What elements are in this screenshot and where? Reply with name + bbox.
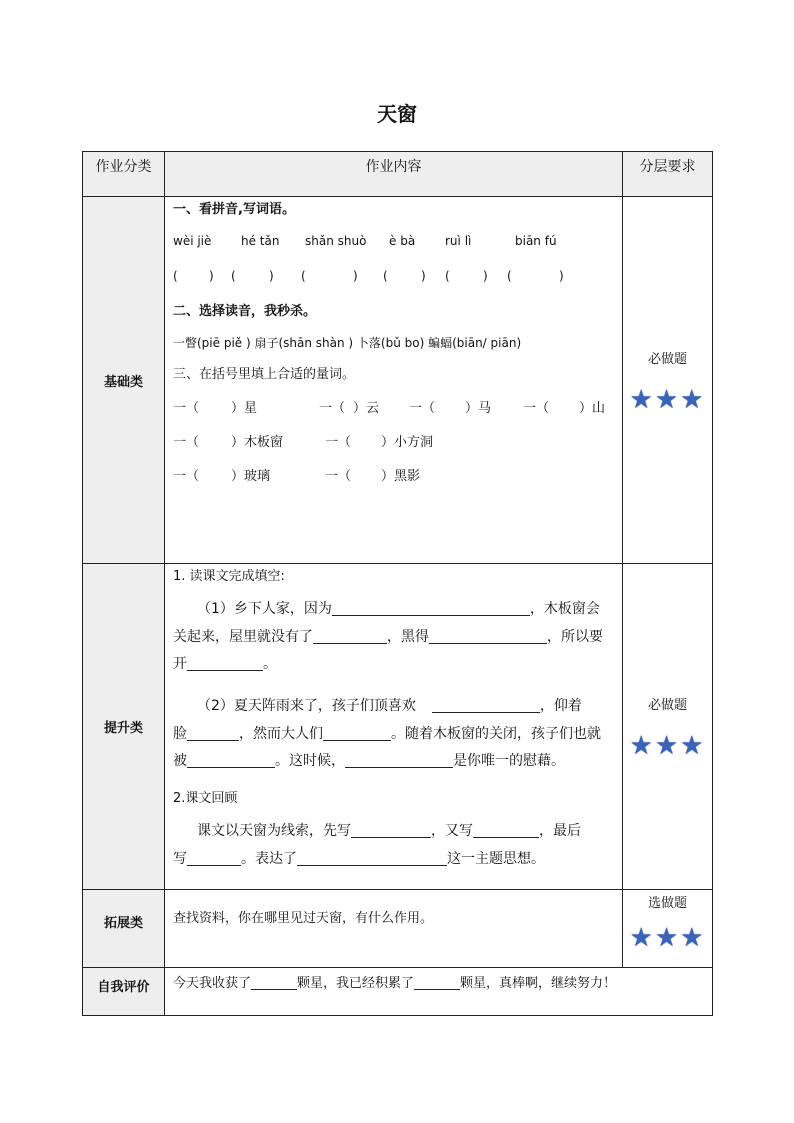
- header-content-cell: [165, 152, 623, 197]
- fill-text: （2）夏天阵雨来了，孩子们顶喜欢: [197, 697, 416, 714]
- bracket-open: (: [231, 268, 236, 283]
- fill-text: （1）乡下人家，因为: [197, 601, 332, 618]
- star-icon: ★: [629, 731, 655, 761]
- table-row: [83, 564, 713, 890]
- measure-noun: ）小方洞: [381, 435, 434, 451]
- fill-line: [173, 850, 616, 870]
- fill-text: 颗星，真棒啊，继续努力！: [460, 976, 617, 991]
- measure-noun: ）云: [353, 400, 380, 416]
- level-label: 必做题: [647, 698, 687, 713]
- question-3-title: 三、在括号里填上合适的量词。: [173, 366, 356, 382]
- pinyin-item: wèi jiè: [173, 234, 212, 249]
- measure-blank: 一（: [319, 400, 346, 416]
- fill-text: ，然而大人们: [239, 725, 323, 742]
- measure-blank: 一（: [325, 435, 352, 451]
- star-rating: [623, 925, 712, 951]
- answer-blank[interactable]: [187, 726, 239, 741]
- measure-blank: 一（: [409, 400, 436, 416]
- level-cell-advanced: [623, 564, 713, 890]
- answer-blank[interactable]: [323, 726, 391, 741]
- page-title: 天窗: [377, 102, 417, 126]
- star-icon: ★: [654, 384, 681, 415]
- fill-text: ，黑得: [387, 628, 429, 645]
- measure-noun: ）马: [465, 400, 492, 416]
- fill-text: 。这时候，: [275, 753, 345, 770]
- bracket-close: ): [269, 268, 274, 283]
- measure-noun: ）黑影: [381, 469, 421, 485]
- fill-text: ，仰着: [539, 697, 582, 714]
- fill-text: 。表达了: [241, 850, 297, 867]
- extension-task: 查找资料，你在哪里见过天窗，有什么作用。: [173, 911, 434, 926]
- fill-text: 今天我收获了: [173, 976, 252, 991]
- question-2-text: 一瞥(piē piě ) 扇子(shān shàn ) 卜落(bǔ bo) 蝙蝠(biān/ piān): [173, 335, 522, 350]
- question-2-title: 二、选择读音，我秒杀。: [173, 303, 317, 319]
- self-eval-line: [173, 975, 706, 993]
- header-category: 作业分类: [95, 159, 152, 175]
- content-cell-basic: [165, 197, 623, 564]
- star-icon: ★: [680, 384, 706, 415]
- fill-text: 开: [173, 656, 187, 673]
- bracket-open: (: [383, 268, 388, 283]
- fill-text: 课文以天窗为线索，先写: [197, 822, 351, 839]
- bracket-close: ): [483, 268, 488, 283]
- table-row: [83, 890, 713, 968]
- star-icon: ★: [680, 731, 706, 761]
- pinyin-item: ruì lì: [445, 234, 472, 249]
- category-advanced: 提升类: [103, 721, 143, 736]
- bracket-open: (: [507, 268, 512, 283]
- fill-line: [173, 752, 616, 772]
- review-title: 2.课文回顾: [173, 790, 238, 806]
- bracket-close: ): [353, 268, 358, 283]
- category-cell: [83, 890, 165, 968]
- measure-blank: 一（: [173, 435, 200, 451]
- fill-text: 被: [173, 753, 187, 770]
- content-cell-self-eval: [165, 968, 713, 1016]
- fill-line: [173, 655, 616, 675]
- fill-text: 是你唯一的慰藉。: [453, 753, 565, 770]
- measure-word-row-1: [173, 400, 616, 418]
- answer-blank[interactable]: [414, 975, 460, 990]
- answer-blank[interactable]: [187, 851, 241, 866]
- measure-noun: ）星: [231, 400, 258, 416]
- fill-line: [173, 725, 616, 745]
- measure-blank: 一（: [325, 469, 352, 485]
- fill-text: 关起来，屋里就没有了: [173, 628, 313, 645]
- header-category-cell: [83, 152, 165, 197]
- answer-blank[interactable]: [351, 823, 431, 838]
- level-cell-basic: [623, 197, 713, 564]
- measure-noun: ）玻璃: [231, 469, 271, 485]
- fill-text: 。: [263, 656, 277, 673]
- header-level: 分层要求: [639, 159, 696, 175]
- star-icon: ★: [654, 731, 681, 761]
- answer-blank[interactable]: [332, 601, 530, 616]
- homework-table: [82, 151, 713, 1016]
- bracket-open: (: [301, 268, 306, 283]
- measure-blank: 一（: [173, 400, 200, 416]
- answer-blank[interactable]: [345, 753, 453, 768]
- category-extension: 拓展类: [103, 916, 143, 931]
- answer-blank[interactable]: [432, 698, 540, 713]
- measure-blank: 一（: [523, 400, 550, 416]
- star-rating: [623, 733, 712, 759]
- answer-blank[interactable]: [251, 975, 297, 990]
- level-label: 选做题: [647, 896, 687, 911]
- star-icon: ★: [654, 923, 681, 953]
- bracket-close: ): [209, 268, 214, 283]
- fill-line: [173, 628, 616, 648]
- answer-blank[interactable]: [429, 629, 547, 644]
- table-row: [83, 968, 713, 1016]
- category-basic: 基础类: [103, 374, 143, 390]
- answer-blank[interactable]: [187, 753, 275, 768]
- content-cell-extension: [165, 890, 623, 968]
- answer-blank[interactable]: [297, 851, 447, 866]
- fill-text: 脸: [173, 725, 187, 742]
- category-cell: [83, 197, 165, 564]
- fill-text: 这一主题思想。: [447, 850, 545, 867]
- pinyin-item: shǎn shuò: [305, 234, 367, 249]
- content-cell-advanced: [165, 564, 623, 890]
- answer-blank[interactable]: [473, 823, 539, 838]
- measure-blank: 一（: [173, 469, 200, 485]
- fill-text: ，所以要: [547, 628, 603, 645]
- fill-line: [173, 600, 616, 620]
- bracket-open: (: [173, 268, 178, 283]
- table-header-row: [83, 152, 713, 197]
- answer-blank[interactable]: [187, 656, 263, 671]
- header-content: 作业内容: [365, 159, 422, 175]
- measure-noun: ）山: [579, 400, 606, 416]
- question-1-title: 一、看拼音,写词语。: [173, 202, 295, 217]
- answer-blank[interactable]: [313, 629, 387, 644]
- pinyin-item: è bà: [389, 234, 416, 249]
- pinyin-item: biān fú: [515, 234, 557, 249]
- star-rating: [623, 384, 712, 415]
- fill-text: ，最后: [539, 822, 581, 839]
- level-label: 必做题: [647, 351, 687, 367]
- header-level-cell: [623, 152, 713, 197]
- bracket-open: (: [445, 268, 450, 283]
- fill-text: 写: [173, 850, 187, 867]
- fill-text: 颗星，我已经积累了: [297, 976, 415, 991]
- measure-word-row-2: [173, 434, 616, 452]
- answer-brackets-row: [173, 268, 616, 285]
- pinyin-row: [173, 233, 616, 250]
- category-cell: [83, 968, 165, 1016]
- fill-text: ，又写: [431, 822, 473, 839]
- measure-word-row-3: [173, 468, 616, 486]
- bracket-close: ): [421, 268, 426, 283]
- pinyin-item: hé tǎn: [241, 234, 280, 249]
- category-self-eval: 自我评价: [97, 980, 150, 995]
- fill-line: [173, 697, 616, 717]
- level-cell-extension: [623, 890, 713, 968]
- fill-text: 。随着木板窗的关闭，孩子们也就: [391, 725, 601, 742]
- fill-line: [173, 822, 616, 842]
- star-icon: ★: [680, 923, 706, 953]
- bracket-close: ): [559, 268, 564, 283]
- star-icon: ★: [629, 384, 655, 415]
- category-cell: [83, 564, 165, 890]
- measure-noun: ）木板窗: [231, 435, 284, 451]
- reading-intro: 1. 读课文完成填空:: [173, 569, 285, 584]
- star-icon: ★: [629, 923, 655, 953]
- table-row: [83, 197, 713, 564]
- fill-text: ，木板窗会: [529, 601, 600, 618]
